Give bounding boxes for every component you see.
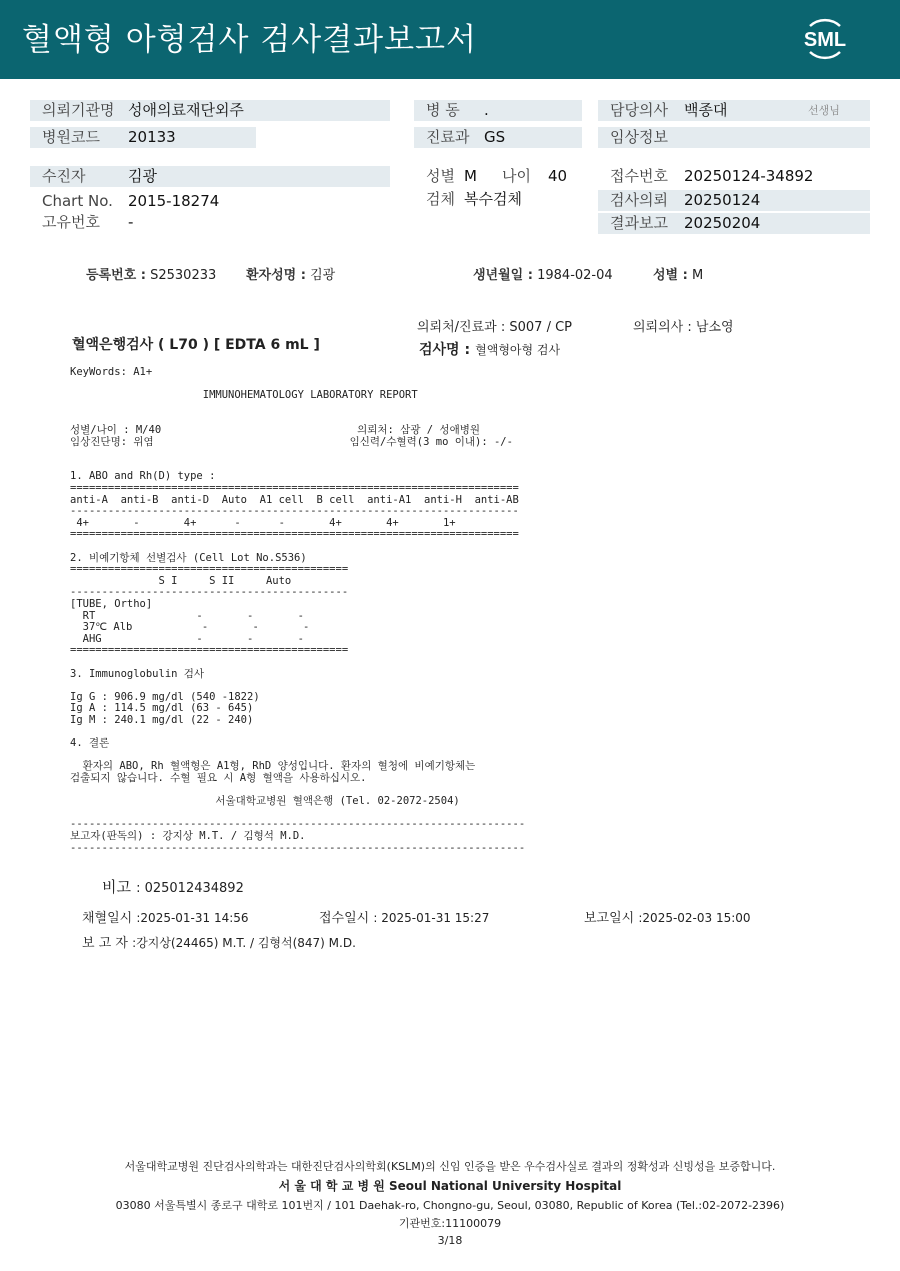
report-line: IMMUNOHEMATOLOGY LABORATORY REPORT — [70, 389, 418, 402]
patient-value: 김광 — [128, 167, 157, 185]
dept-field — [414, 127, 582, 148]
request-label: 검사의뢰 — [610, 191, 668, 209]
institution-field — [30, 100, 390, 121]
name-label: 환자성명 : — [246, 268, 306, 283]
request-field — [598, 190, 870, 211]
sex-line-value: M — [691, 268, 704, 283]
dob-line — [473, 264, 613, 283]
sex-line-label: 성별 : — [653, 268, 688, 283]
result-label: 결과보고 — [610, 214, 668, 232]
remark-label: 비고 — [102, 878, 131, 896]
report-line: ======================================================================= — [70, 482, 519, 494]
sex-label: 성별 — [426, 167, 455, 185]
receive-label: 접수일시 — [319, 911, 370, 926]
specimen-field — [414, 189, 584, 210]
collect-value: :2025-01-31 14:56 — [136, 911, 249, 925]
sex-age-field — [414, 166, 584, 187]
doctor-field — [598, 100, 870, 121]
report-line: 성별/나이 : M/40 의뢰처: 삼광 / 성애병원 — [70, 424, 481, 436]
report-line: 임상진단명: 위염 임신력/수혈력(3 mo 이내): -/- — [70, 435, 513, 448]
ward-value: . — [484, 101, 489, 119]
clinical-label: 임상정보 — [610, 128, 668, 146]
hospital-code-value: 20133 — [128, 128, 176, 146]
collect-label: 채혈일시 — [82, 911, 133, 926]
report-line: 2. 비예기항체 선별검사 (Cell Lot No.S536) — [70, 551, 307, 564]
report-body — [70, 366, 870, 856]
footer-certification: 서울대학교병원 진단검사의학과는 대한진단검사의학회(KSLM)의 신임 인증을 받은 우수검사실로 결과의 정확성과 신빙성을 보증합니다. — [124, 1160, 776, 1173]
test-name-line — [419, 339, 560, 359]
unique-label: 고유번호 — [42, 213, 100, 231]
report-line: 4. 결론 — [70, 737, 110, 750]
receive-value: : 2025-01-31 15:27 — [373, 911, 490, 925]
age-label: 나이 — [502, 167, 531, 185]
remark-line — [102, 876, 244, 897]
dob-value: 1984-02-04 — [537, 268, 613, 283]
report-line: 서울대학교병원 혈액은행 (Tel. 02-2072-2504) — [70, 795, 460, 808]
doctor-suffix: 선생님 — [808, 104, 840, 117]
page-number: 3/18 — [437, 1234, 463, 1247]
doctor-value: 백종대 — [684, 101, 728, 119]
unique-value: - — [128, 213, 134, 231]
chart-value: 2015-18274 — [128, 192, 220, 210]
ward-label: 병 동 — [426, 101, 460, 119]
footer-institution-number: 기관번호:11100079 — [398, 1217, 502, 1230]
specimen-value: 복수검체 — [464, 190, 522, 208]
report-line: Ig A : 114.5 mg/dl (63 - 645) — [70, 702, 254, 715]
reporter-line — [82, 932, 356, 951]
request-value: 20250124 — [684, 191, 761, 209]
institution-label: 의뢰기관명 — [42, 101, 115, 119]
receipt-label: 접수번호 — [610, 167, 668, 185]
ref-value: S007 / CP — [509, 320, 573, 335]
patient-field — [30, 166, 390, 187]
ref-label: 의뢰처/진료과 : — [417, 320, 506, 335]
report-line: ============================================ — [70, 563, 349, 576]
result-value: 20250204 — [684, 214, 761, 232]
ref-doctor-value: 남소영 — [695, 320, 734, 335]
report-line: KeyWords: A1+ — [70, 366, 153, 378]
reporter-label: 보 고 자 — [82, 936, 128, 951]
report-line: AHG - - - — [70, 632, 304, 645]
remark-value: : 025012434892 — [136, 881, 244, 896]
name-line — [246, 264, 335, 283]
report-line: 보고자(판독의) : 강지상 M.T. / 김형석 M.D. — [70, 830, 306, 842]
report-line: ======================================================================= — [70, 528, 519, 541]
dept-label: 진료과 — [426, 128, 470, 146]
sex-line — [653, 264, 703, 283]
report-line: RT - - - — [70, 609, 304, 622]
footer-address: 03080 서울특별시 종로구 대학로 101번지 / 101 Daehak-ro, Chongno-gu, Seoul, 03080, Republic of Korea (Tel.:02-2072-2396) — [115, 1199, 785, 1212]
report-line: 37℃ Alb - - - — [70, 621, 310, 634]
report-header — [0, 0, 900, 79]
test-name-label: 검사명 : — [419, 342, 471, 358]
reg-label: 등록번호 : — [86, 268, 146, 283]
report-line: 환자의 ABO, Rh 혈액형은 A1형, RhD 양성입니다. 환자의 혈청에 비예기항체는 — [70, 760, 476, 773]
ref-doctor-line — [633, 316, 734, 335]
report-line: 4+ - 4+ - - 4+ 4+ 1+ — [70, 516, 456, 529]
ward-field — [414, 100, 582, 121]
patient-line — [86, 264, 216, 283]
reg-value: S2530233 — [150, 268, 217, 283]
reporter-value: :강지상(24465) M.T. / 김형석(847) M.D. — [132, 936, 356, 950]
clinical-field — [598, 127, 870, 148]
report-line: S I S II Auto — [70, 574, 292, 587]
test-name-value: 혈액형아형 검사 — [475, 343, 561, 357]
report-time-line — [584, 907, 751, 926]
institution-value: 성애의료재단외주 — [128, 101, 244, 119]
ref-doctor-label: 의뢰의사 : — [633, 320, 692, 335]
report-line: ------------------------------------------------------------------------ — [70, 841, 526, 854]
report-line: 1. ABO and Rh(D) type : — [70, 470, 216, 483]
receive-line — [319, 907, 489, 926]
dob-label: 생년월일 : — [473, 268, 533, 283]
receipt-value: 20250124-34892 — [684, 167, 814, 185]
receipt-field — [598, 166, 870, 187]
report-title: 혈액형 아형검사 검사결과보고서 — [22, 22, 477, 58]
dept-value: GS — [484, 128, 506, 146]
test-title: 혈액은행검사 ( L70 ) [ EDTA 6 mL ] — [72, 337, 320, 353]
footer-hospital-name: 서 울 대 학 교 병 원 Seoul National University Hospital — [278, 1179, 622, 1193]
hospital-code-label: 병원코드 — [42, 128, 100, 146]
hospital-code-field — [30, 127, 256, 148]
collect-line — [82, 907, 249, 926]
specimen-label: 검체 — [426, 190, 455, 208]
name-value: 김광 — [310, 268, 336, 283]
ref-line — [417, 316, 572, 335]
report-line: anti-A anti-B anti-D Auto A1 cell B cell anti-A1 anti-H anti-AB — [70, 493, 519, 506]
result-field — [598, 213, 870, 234]
report-line: ----------------------------------------------------------------------- — [70, 505, 519, 518]
report-line: [TUBE, Ortho] — [70, 598, 153, 610]
sex-value: M — [464, 167, 477, 185]
age-value: 40 — [548, 167, 568, 185]
doctor-label: 담당의사 — [610, 101, 668, 119]
report-time-label: 보고일시 — [584, 911, 635, 926]
unique-field — [30, 212, 390, 233]
report-line: ------------------------------------------------------------------------ — [70, 818, 526, 831]
sml-logo-icon — [800, 14, 850, 64]
report-line: Ig M : 240.1 mg/dl (22 - 240) — [70, 714, 254, 726]
report-time-value: :2025-02-03 15:00 — [638, 911, 751, 925]
report-line: Ig G : 906.9 mg/dl (540 -1822) — [70, 690, 260, 703]
patient-label: 수진자 — [42, 167, 86, 185]
report-line: 3. Immunoglobulin 검사 — [70, 667, 205, 680]
report-line: -------------------------------------------- — [70, 586, 349, 599]
report-line: 검출되지 않습니다. 수혈 필요 시 A형 혈액을 사용하십시오. — [70, 772, 367, 784]
logo-text: SML — [803, 29, 847, 51]
chart-label: Chart No. — [42, 192, 113, 210]
report-line: ============================================ — [70, 644, 349, 657]
chart-field — [30, 191, 390, 212]
